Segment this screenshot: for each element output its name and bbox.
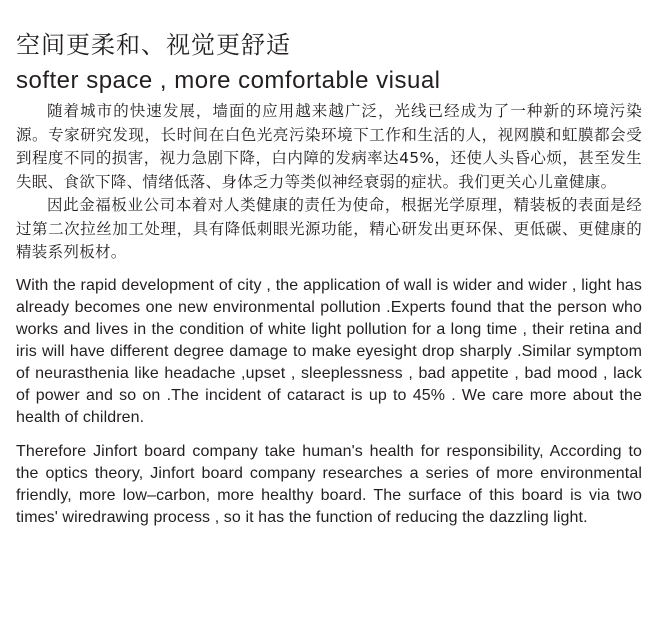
title-english: softer space , more comfortable visual (16, 67, 441, 94)
title-chinese: 空间更柔和、视觉更舒适 (16, 31, 291, 59)
chinese-body (16, 100, 642, 265)
chinese-paragraph-2: 因此金福板业公司本着对人类健康的责任为使命，根据光学原理，精装板的表面是经过第二次拉丝加工处理，具有降低刺眼光源功能，精心研发出更环保、更低碳、更健康的精装系列板材。 (16, 196, 642, 261)
english-paragraph-1: With the rapid development of city , the application of wall is wider and wider , light has already becomes one new environmental pollution .Experts found that the person who works and lives in the condition of white light pollution for a long time , their retina and iris will have different degree damage to make eyesight drop sharply .Similar symptom of neurasthenia like headache ,upset , sleeplessness , bad appetite , bad mood , lack of power and so on .The incident of cataract is up to 45% . We care more about the health of children. (16, 276, 642, 426)
document-page (16, 30, 642, 541)
english-paragraph-2: Therefore Jinfort board company take human's health for responsibility, According to the optics theory, Jinfort board company researches a series of more environmental friendly, more low–carbon, more healthy board. The surface of this board is via two times' wiredrawing process , so it has the function of reducing the dazzling light. (16, 442, 642, 526)
english-body (16, 275, 642, 529)
chinese-paragraph-1: 随着城市的快速发展，墙面的应用越来越广泛，光线已经成为了一种新的环境污染源。专家研究发现，长时间在白色光亮污染环境下工作和生活的人，视网膜和虹膜都会受到程度不同的损害，视力急剧下降，白内障的发病率达45%，还使人头昏心烦，甚至发生失眠、食欲下降、情绪低落、身体乏力等类似神经衰弱的症状。我们更关心儿童健康。 (16, 102, 642, 191)
